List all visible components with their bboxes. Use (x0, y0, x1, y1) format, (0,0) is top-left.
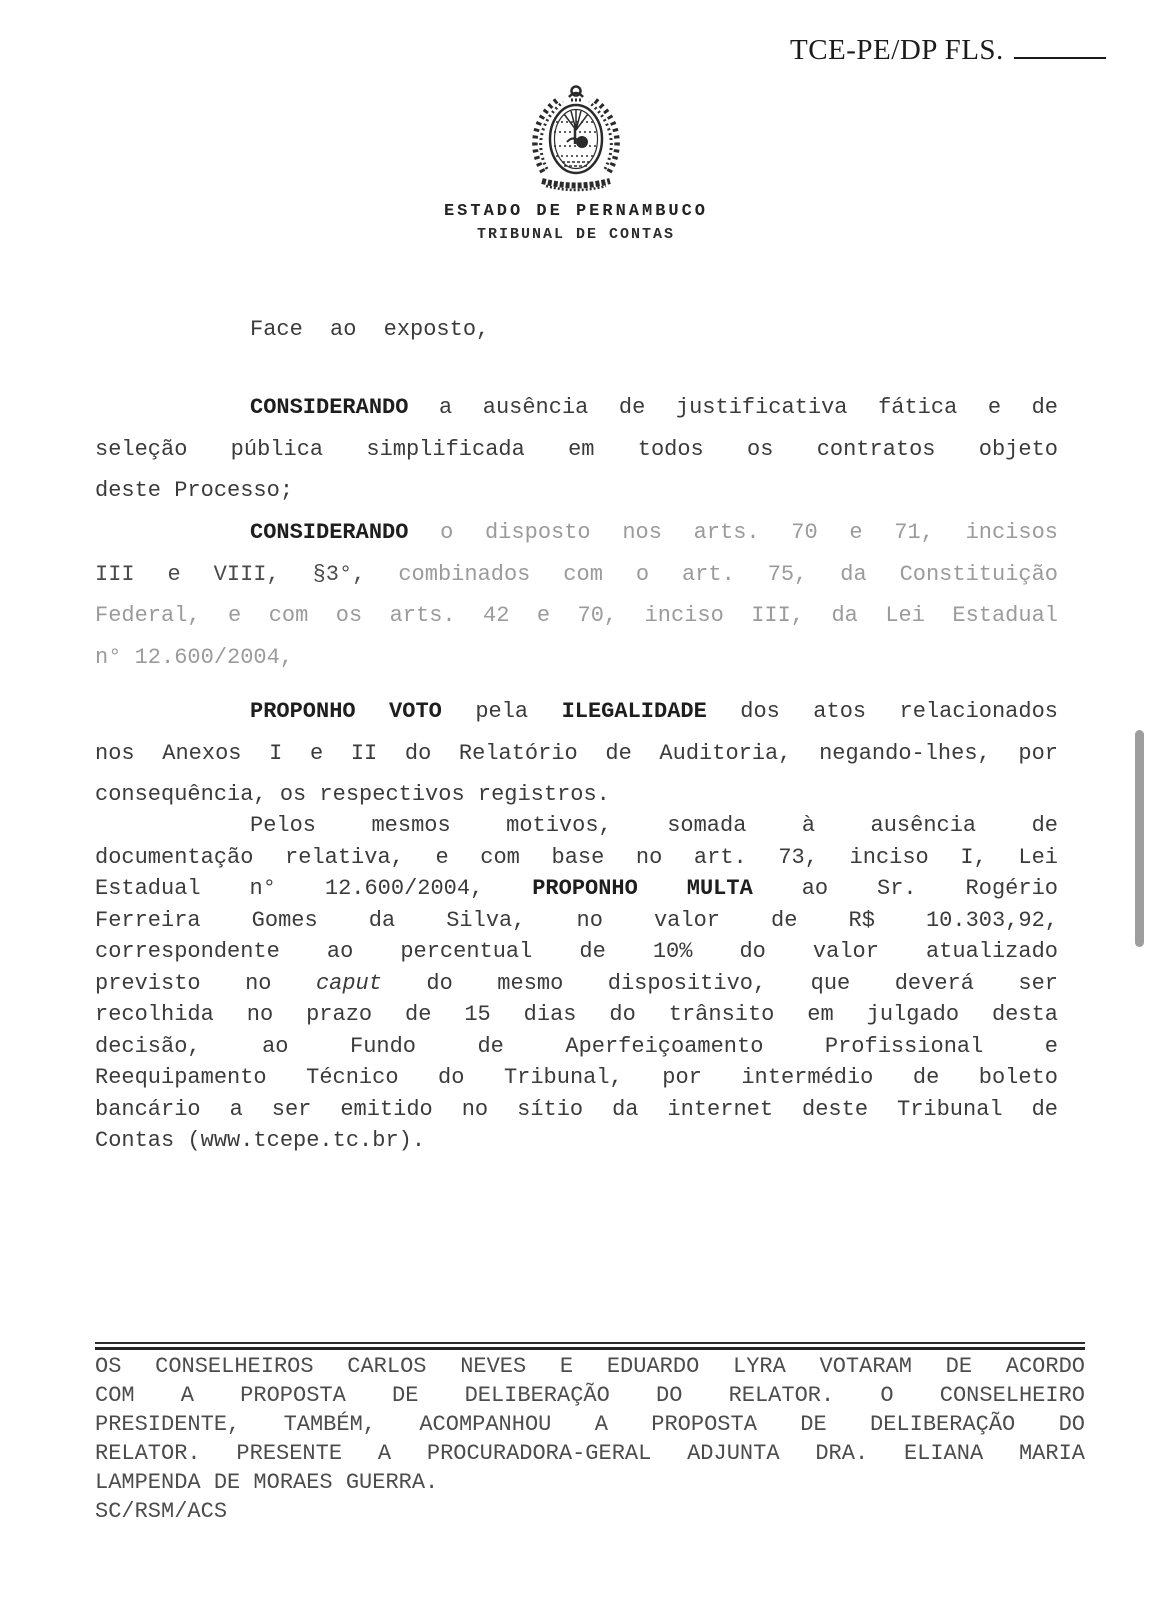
text-line: seleção pública simplificada em todos os contratos objeto (95, 436, 1058, 462)
text-line: Ferreira Gomes da Silva, no valor de R$ 10.303,92, (95, 907, 1058, 933)
paragraph-face-ao-exposto (95, 316, 1058, 344)
text-segment: previsto no (95, 970, 316, 996)
text-line (95, 968, 1058, 1000)
text-line (95, 691, 1058, 733)
text-line: deste Processo; (95, 478, 294, 503)
text-line: decisão, ao Fundo de Aperfeiçoamento Profissional e (95, 1033, 1058, 1059)
paragraph-proponho-multa (95, 810, 1058, 1157)
footer-separator-line (95, 1342, 1085, 1350)
bold-keyword: PROPONHO MULTA (532, 876, 753, 901)
text-segment: Estadual n° 12.600/2004, (95, 876, 533, 901)
italic-term: caput (315, 970, 382, 996)
text-segment: a ausência de justificativa fática e de (408, 395, 1058, 420)
text-line: LAMPENDA DE MORAES GUERRA. (95, 1470, 439, 1495)
folio-blank-line (1014, 56, 1106, 59)
text-line (95, 554, 1058, 596)
session-note (95, 1352, 1085, 1526)
paragraph-proponho-voto (95, 691, 1058, 816)
scrollbar-thumb[interactable] (1135, 730, 1144, 947)
folio-header (790, 34, 1106, 67)
pernambuco-coat-of-arms-icon (526, 84, 626, 203)
paragraph-considerando-1 (95, 387, 1058, 512)
text-line: Reequipamento Técnico do Tribunal, por intermédio de boleto (95, 1065, 1058, 1090)
bold-keyword: CONSIDERANDO (250, 520, 409, 545)
org-name-state: ESTADO DE PERNAMBUCO (443, 202, 709, 221)
text-segment: pela (441, 699, 562, 724)
bold-keyword: CONSIDERANDO (250, 395, 409, 420)
text-line (95, 512, 1058, 554)
text-line: PRESIDENTE, TAMBÉM, ACOMPANHOU A PROPOSTA DE DELIBERAÇÃO DO (95, 1412, 1085, 1437)
text-line: nos Anexos I e II do Relatório de Auditoria, negando-lhes, por (95, 740, 1058, 766)
text-line: documentação relativa, e com base no art. 73, inciso I, Lei (95, 844, 1058, 870)
bold-keyword: ILEGALIDADE (561, 699, 707, 724)
text-line: consequência, os respectivos registros. (95, 782, 610, 807)
text-line (95, 387, 1058, 429)
text-line: Federal, e com os arts. 42 e 70, inciso III, da Lei Estadual (95, 603, 1058, 628)
text-segment: dos atos relacionados (706, 699, 1058, 724)
org-name-court: TRIBUNAL DE CONTAS (476, 226, 676, 243)
text-segment: combinados com o art. 75, da Constituição (365, 561, 1058, 587)
folio-label: TCE-PE/DP FLS. (790, 34, 1004, 66)
text-segment: do mesmo dispositivo, que deverá ser (381, 970, 1058, 996)
text-line: Pelos mesmos motivos, somada à ausência de (250, 813, 1058, 838)
text-line (95, 873, 1058, 905)
text-line: Contas (www.tcepe.tc.br). (95, 1128, 426, 1153)
bold-keyword: PROPONHO VOTO (250, 699, 442, 724)
paragraph-considerando-2 (95, 512, 1058, 678)
text-segment: III e VIII, §3°, (95, 561, 366, 587)
text-line: COM A PROPOSTA DE DELIBERAÇÃO DO RELATOR. O CONSELHEIRO (95, 1383, 1085, 1408)
clerk-initials: SC/RSM/ACS (95, 1499, 228, 1524)
text-line: n° 12.600/2004, (95, 644, 294, 670)
text-line: correspondente ao percentual de 10% do valor atualizado (95, 939, 1058, 964)
text-line: bancário a ser emitido no sítio da internet deste Tribunal de (95, 1096, 1058, 1122)
text-line: OS CONSELHEIROS CARLOS NEVES E EDUARDO LYRA VOTARAM DE ACORDO (95, 1354, 1085, 1379)
text-line: recolhida no prazo de 15 dias do trânsito em julgado desta (95, 1002, 1058, 1027)
text-line: Face ao exposto, (250, 317, 490, 342)
text-segment: o disposto nos arts. 70 e 71, incisos (408, 520, 1058, 545)
text-segment: ao Sr. Rogério (752, 876, 1058, 901)
text-line: RELATOR. PRESENTE A PROCURADORA-GERAL ADJUNTA DRA. ELIANA MARIA (95, 1441, 1085, 1466)
